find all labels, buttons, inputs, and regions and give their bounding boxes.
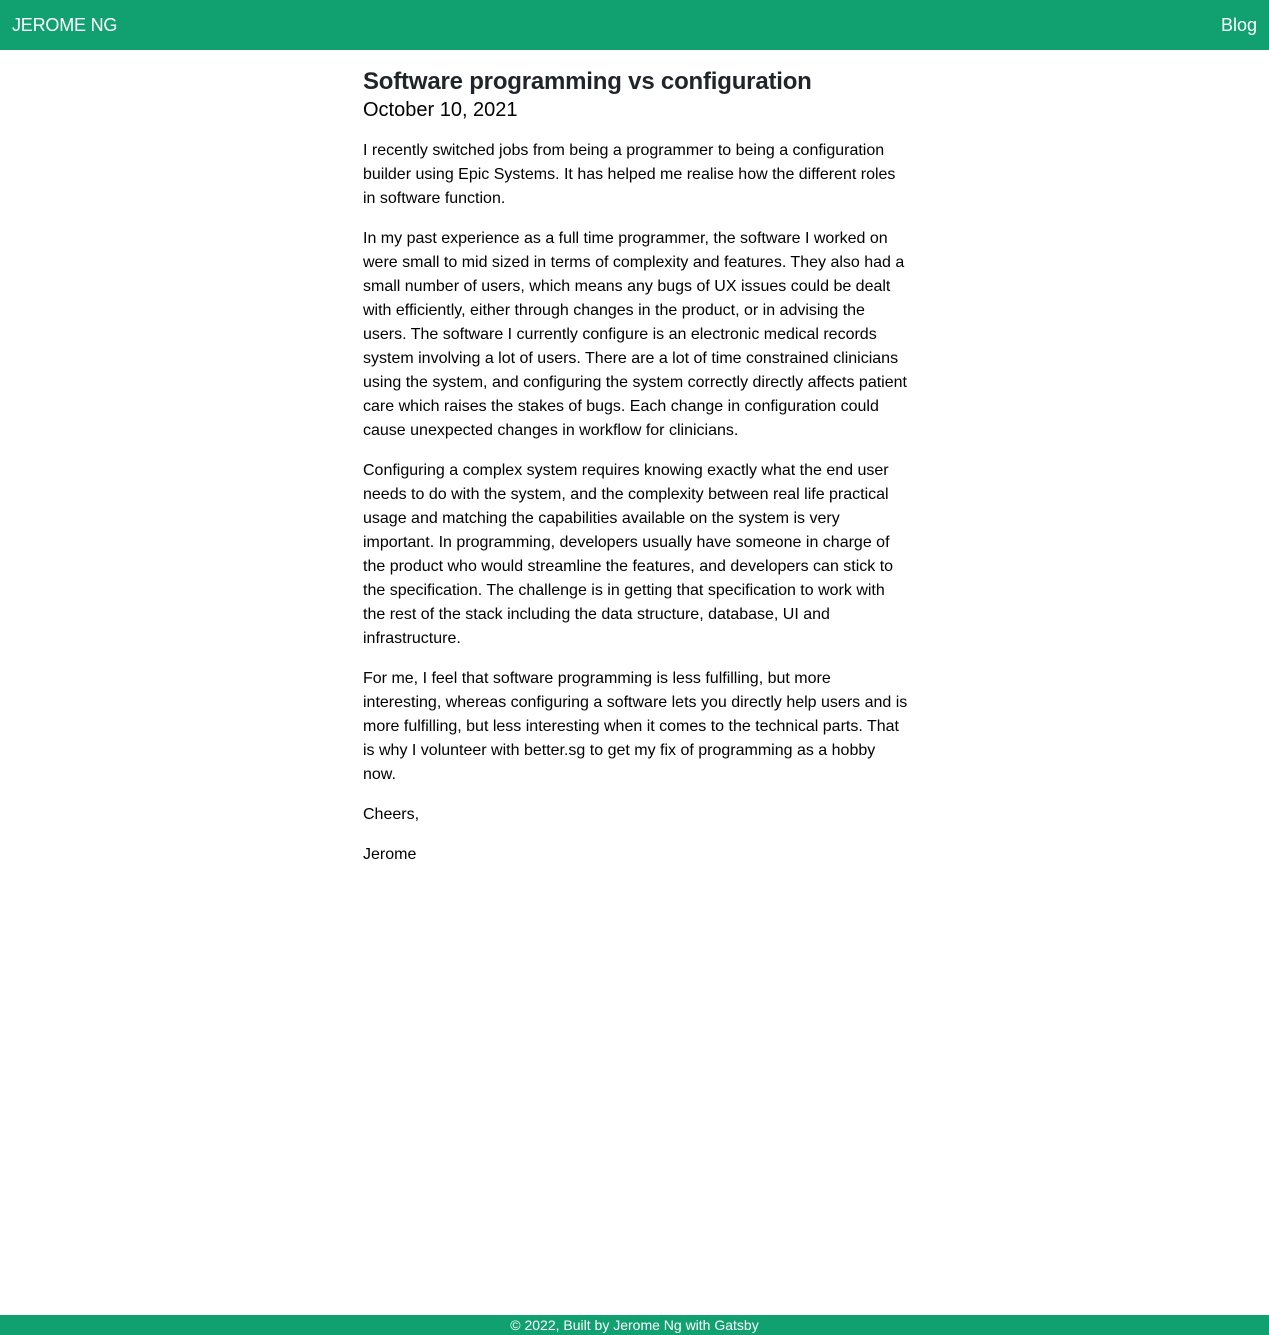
blog-nav-link[interactable]: Blog bbox=[1220, 15, 1257, 35]
site-brand-link[interactable]: JEROME NG bbox=[12, 15, 118, 35]
post-body bbox=[363, 139, 908, 867]
post-signoff: Cheers, bbox=[363, 806, 420, 823]
site-footer: © 2022, Built by Jerome Ng with Gatsby bbox=[0, 1315, 1269, 1335]
blog-post bbox=[363, 67, 908, 867]
post-paragraph: For me, I feel that software programming is less fulfilling, but more interesting, whereas configuring a software lets you directly help users and is more fulfilling, but less interesting when it comes to the technical parts. That is why I volunteer with better.sg to get my fix of programming as a hobby now. bbox=[363, 670, 908, 783]
post-date: October 10, 2021 bbox=[363, 99, 518, 121]
top-navbar bbox=[0, 0, 1269, 50]
post-paragraph: In my past experience as a full time programmer, the software I worked on were small to mid sized in terms of complexity and features. They also had a small number of users, which means any bugs of UX issues could be dealt with efficiently, either through changes in the product, or in advising the users. The software I currently configure is an electronic medical records system involving a lot of users. There are a lot of time constrained clinicians using the system, and configuring the system correctly directly affects patient care which raises the stakes of bugs. Each change in configuration could cause unexpected changes in workflow for clinicians. bbox=[363, 230, 907, 439]
post-title: Software programming vs configuration bbox=[363, 68, 812, 95]
post-paragraph: I recently switched jobs from being a programmer to being a configuration builder using Epic Systems. It has helped me realise how the different roles in software function. bbox=[363, 142, 896, 207]
post-paragraph: Configuring a complex system requires knowing exactly what the end user needs to do with the system, and the complexity between real life practical usage and matching the capabilities available on the system is very important. In programming, developers usually have someone in charge of the product who would streamline the features, and developers can stick to the specification. The challenge is in getting that specification to work with the rest of the stack including the data structure, database, UI and infrastructure. bbox=[363, 462, 894, 647]
post-signature: Jerome bbox=[363, 846, 417, 863]
